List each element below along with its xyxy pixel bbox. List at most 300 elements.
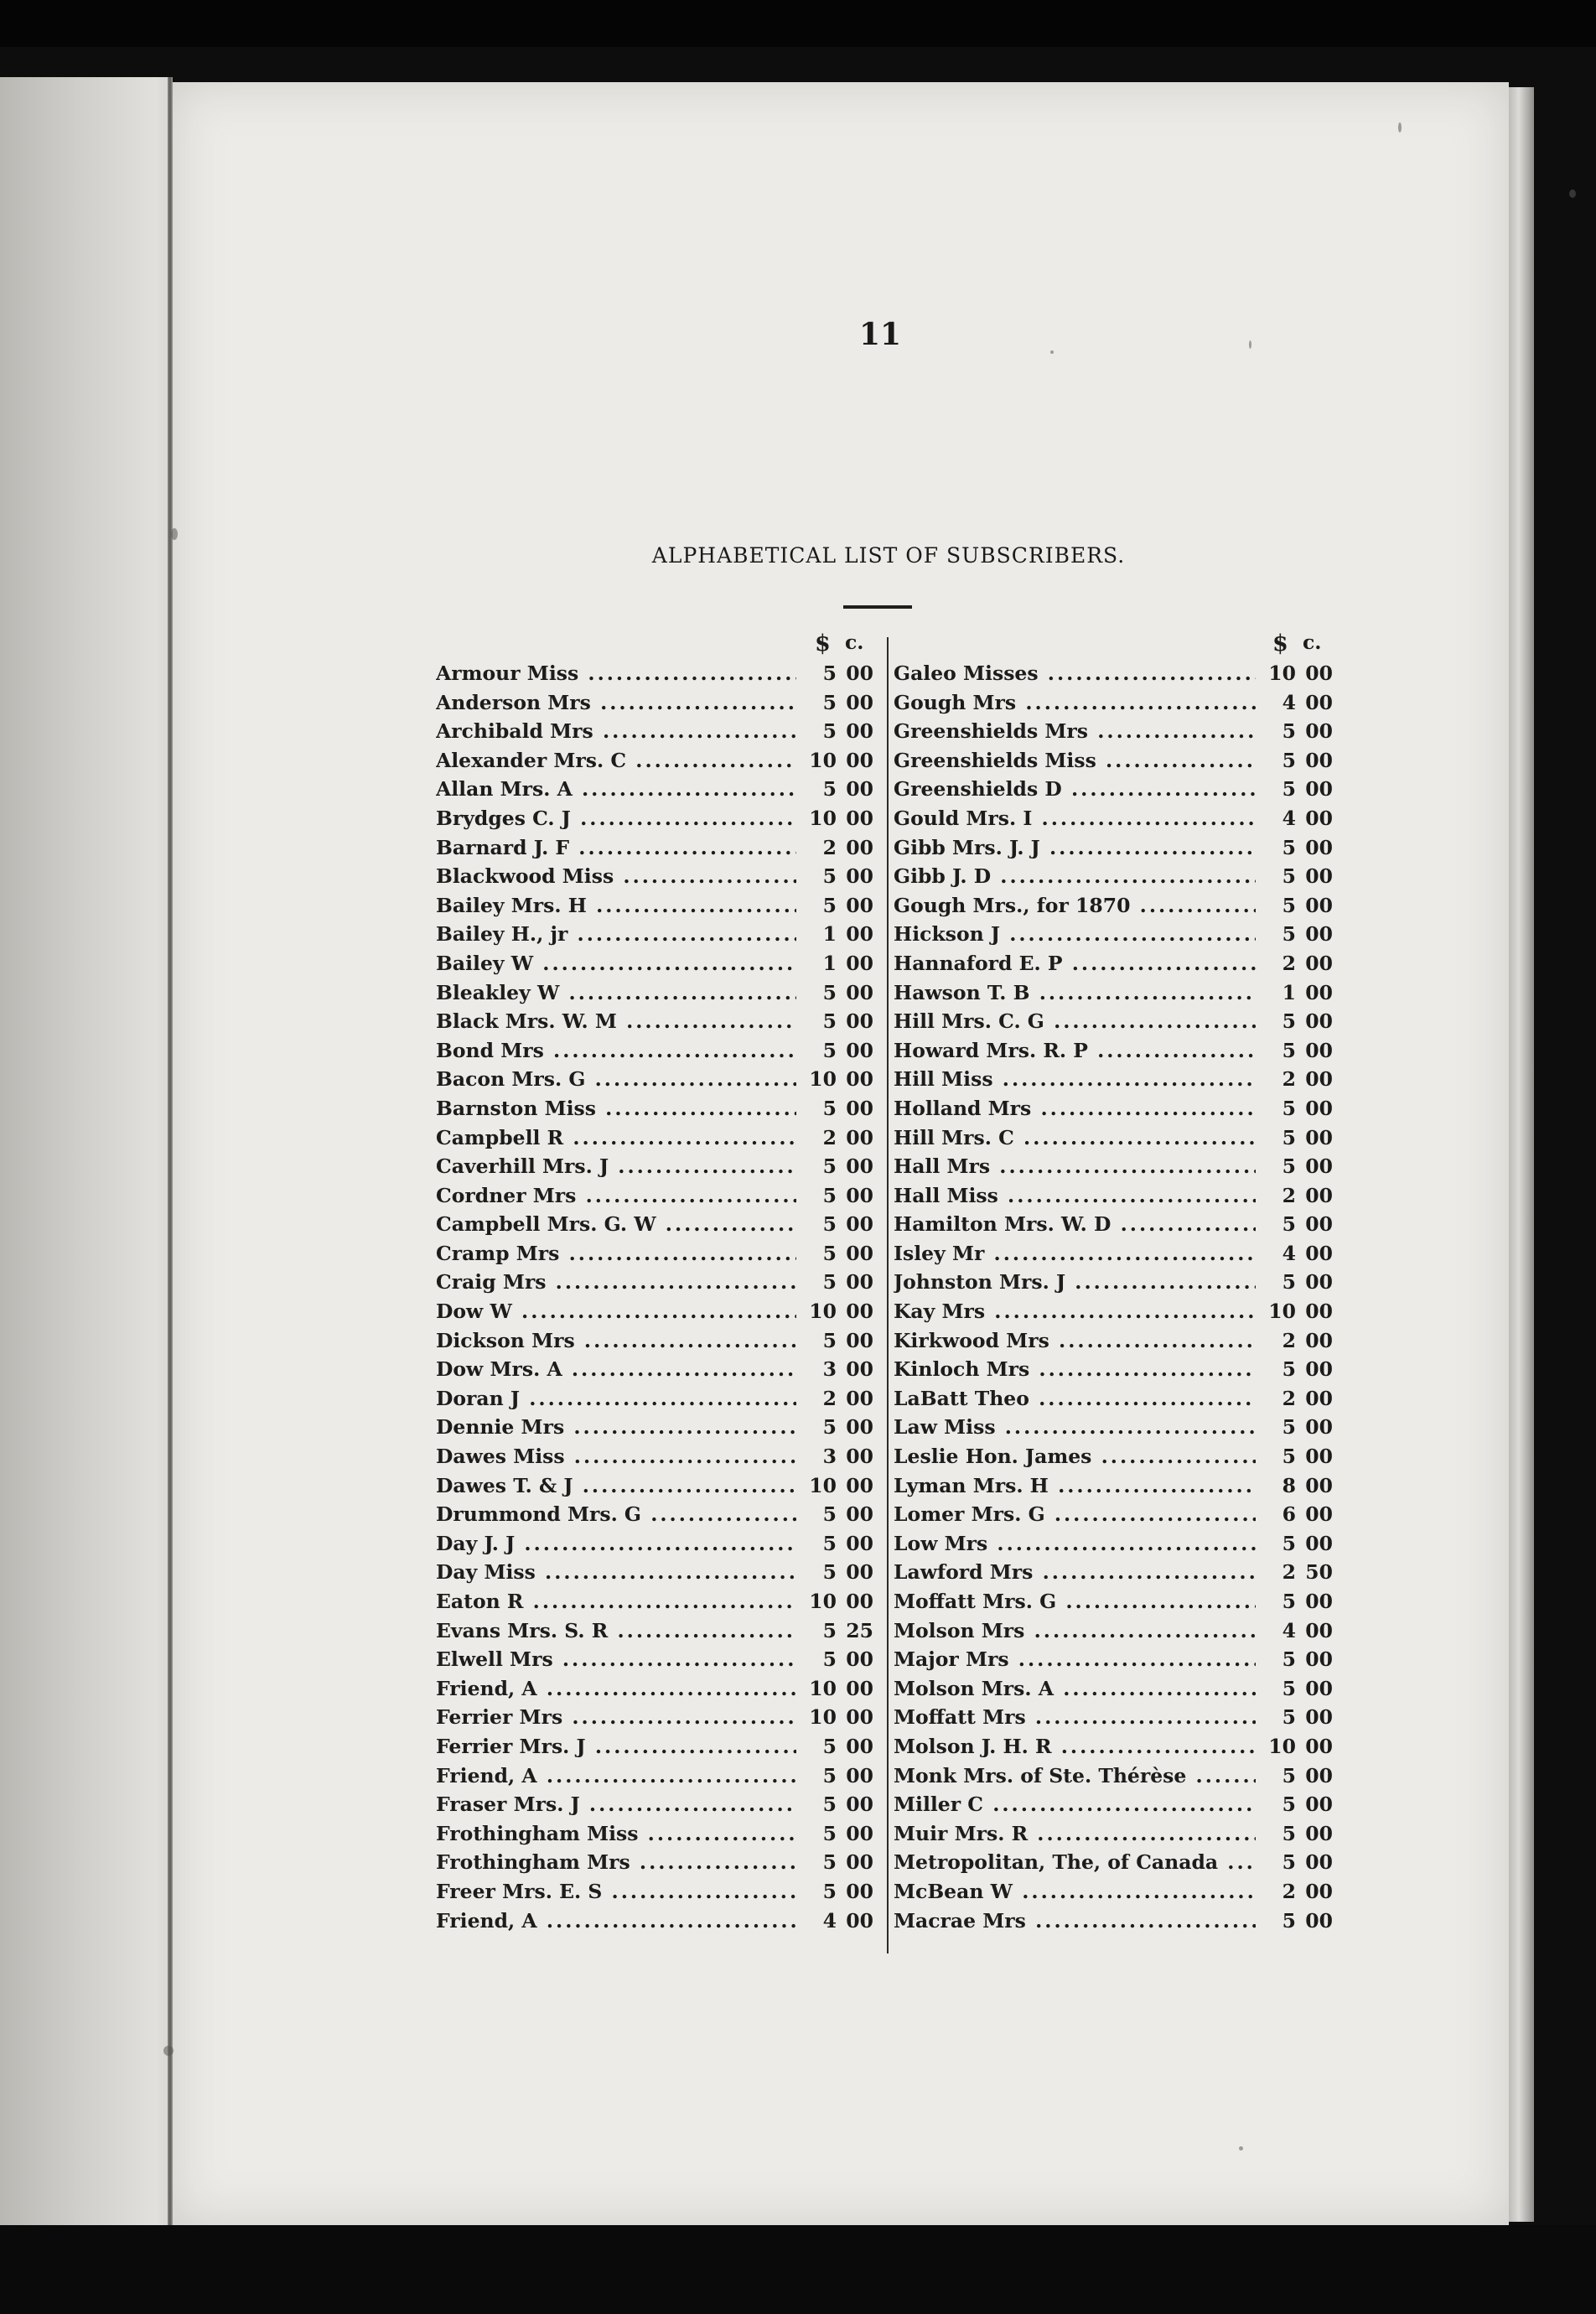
- amount-cents: 00: [1305, 1183, 1333, 1207]
- amount-cents: 00: [1305, 1125, 1333, 1149]
- subscriber-row: [894, 1790, 1333, 1819]
- subscriber-name: Hickson J .....: [894, 920, 1256, 949]
- subscriber-name: Bleakley W .....: [436, 978, 796, 1008]
- amount-cents: 00: [846, 1705, 873, 1730]
- amount-dollars: 2: [1282, 1879, 1296, 1903]
- subscriber-name: Day J. J .....: [436, 1529, 796, 1559]
- subscriber-row: [436, 775, 873, 804]
- subscriber-name: Day Miss .....: [436, 1558, 796, 1587]
- subscriber-name: Doran J .....: [436, 1384, 796, 1414]
- amount-cents: 00: [1305, 1357, 1333, 1382]
- subscriber-row: [894, 1471, 1333, 1501]
- amount-dollars: 4: [1282, 806, 1296, 830]
- amount-cents: 00: [846, 1212, 873, 1237]
- subscriber-row: [436, 862, 873, 891]
- subscriber-name: Moffatt Mrs. G .....: [894, 1587, 1256, 1616]
- amount-cents: 00: [846, 1328, 873, 1352]
- subscriber-row: [436, 659, 873, 688]
- ink-speck: [1249, 340, 1251, 349]
- subscriber-row: [436, 1703, 873, 1732]
- amount-dollars: 5: [822, 719, 837, 744]
- subscriber-name: Greenshields Miss .....: [894, 746, 1256, 776]
- amount-dollars: 1: [822, 922, 837, 947]
- subscriber-name: Dennie Mrs .....: [436, 1413, 796, 1442]
- amount-dollars: 5: [1282, 1705, 1296, 1730]
- amount-cents: 00: [1305, 1763, 1333, 1787]
- subscriber-name: LaBatt Theo .....: [894, 1384, 1256, 1414]
- amount-dollars: 5: [822, 1793, 837, 1817]
- subscriber-name: Allan Mrs. A .....: [436, 775, 796, 804]
- facing-page-edge: [0, 77, 173, 2225]
- amount-cents: 25: [846, 1618, 873, 1642]
- subscriber-row: [894, 1239, 1333, 1269]
- subscriber-name: Miller C .....: [894, 1790, 1256, 1819]
- amount-dollars: 5: [822, 980, 837, 1004]
- cents-header: c.: [845, 630, 864, 654]
- amount-dollars: 5: [1282, 835, 1296, 859]
- subscriber-row: [436, 1036, 873, 1066]
- ink-speck: [1398, 122, 1402, 132]
- subscriber-row: [894, 1907, 1333, 1936]
- subscriber-name: Bacon Mrs. G .....: [436, 1065, 796, 1094]
- subscriber-row: [436, 1529, 873, 1559]
- subscriber-name: Craig Mrs .....: [436, 1268, 796, 1297]
- amount-cents: 00: [1305, 1879, 1333, 1903]
- subscriber-name: Frothingham Miss .....: [436, 1819, 796, 1849]
- amount-cents: 00: [1305, 1705, 1333, 1730]
- amount-dollars: 5: [822, 1734, 837, 1758]
- amount-dollars: 5: [1282, 1908, 1296, 1933]
- amount-cents: 00: [846, 835, 873, 859]
- subscriber-name: Major Mrs .....: [894, 1645, 1256, 1674]
- amount-dollars: 2: [1282, 1328, 1296, 1352]
- subscriber-name: Low Mrs .....: [894, 1529, 1256, 1559]
- amount-dollars: 5: [1282, 1821, 1296, 1845]
- amount-cents: 00: [1305, 951, 1333, 975]
- amount-dollars: 10: [1268, 662, 1296, 685]
- subscriber-name: McBean W .....: [894, 1877, 1256, 1907]
- subscriber-name: Molson J. H. R .....: [894, 1732, 1256, 1761]
- amount-cents: 00: [846, 1502, 873, 1527]
- amount-dollars: 10: [809, 748, 837, 772]
- subscriber-row: [894, 1442, 1333, 1471]
- amount-cents: 00: [846, 1300, 873, 1324]
- subscriber-row: [436, 1181, 873, 1211]
- subscriber-row: [436, 1442, 873, 1471]
- subscriber-row: [894, 1616, 1333, 1646]
- amount-cents: 00: [1305, 1445, 1333, 1469]
- subscriber-name: Dow W .....: [436, 1297, 796, 1326]
- page-number: 11: [858, 317, 902, 352]
- amount-dollars: 5: [1282, 719, 1296, 744]
- amount-dollars: 5: [822, 1560, 837, 1585]
- subscriber-row: [436, 1761, 873, 1791]
- subscriber-row: [436, 746, 873, 776]
- amount-dollars: 2: [822, 1125, 837, 1149]
- amount-cents: 00: [846, 777, 873, 802]
- subscriber-row: [436, 1732, 873, 1761]
- ink-speck: [1569, 189, 1576, 198]
- amount-dollars: 5: [822, 1038, 837, 1062]
- amount-cents: 00: [846, 662, 873, 685]
- subscriber-row: [894, 1326, 1333, 1356]
- subscriber-row: [436, 978, 873, 1008]
- subscriber-name: Hall Mrs .....: [894, 1152, 1256, 1181]
- amount-cents: 00: [846, 1270, 873, 1294]
- subscriber-row: [894, 1036, 1333, 1066]
- subscriber-row: [894, 659, 1333, 688]
- subscriber-row: [894, 1268, 1333, 1297]
- subscriber-name: Holland Mrs .....: [894, 1094, 1256, 1123]
- amount-dollars: 3: [822, 1357, 837, 1382]
- amount-dollars: 10: [809, 1676, 837, 1700]
- amount-cents: 00: [1305, 893, 1333, 917]
- subscriber-name: Eaton R .....: [436, 1587, 796, 1616]
- amount-cents: 00: [1305, 806, 1333, 830]
- amount-cents: 00: [1305, 1502, 1333, 1527]
- subscriber-name: Hill Mrs. C. G .....: [894, 1007, 1256, 1036]
- subscriber-row: [894, 1500, 1333, 1529]
- subscriber-row: [894, 833, 1333, 863]
- subscriber-name: Elwell Mrs .....: [436, 1645, 796, 1674]
- amount-cents: 00: [1305, 1300, 1333, 1324]
- subscriber-row: [436, 891, 873, 921]
- amount-dollars: 10: [809, 1067, 837, 1092]
- amount-dollars: 5: [822, 690, 837, 714]
- cents-header: c.: [1303, 630, 1322, 654]
- subscriber-row: [894, 1558, 1333, 1587]
- subscriber-row: [436, 1384, 873, 1414]
- subscriber-row: [436, 1239, 873, 1269]
- amount-cents: 00: [846, 951, 873, 975]
- column-divider: [887, 637, 889, 1953]
- amount-cents: 00: [846, 893, 873, 917]
- subscriber-name: Hannaford E. P .....: [894, 949, 1256, 978]
- amount-cents: 00: [846, 1590, 873, 1613]
- subscriber-row: [436, 1877, 873, 1907]
- subscriber-name: Greenshields Mrs .....: [894, 717, 1256, 746]
- amount-cents: 00: [1305, 719, 1333, 744]
- subscriber-row: [894, 717, 1333, 746]
- amount-cents: 00: [1305, 1038, 1333, 1062]
- amount-cents: 00: [1305, 980, 1333, 1004]
- amount-dollars: 5: [822, 864, 837, 889]
- subscriber-row: [436, 1297, 873, 1326]
- amount-dollars: 5: [822, 1879, 837, 1903]
- subscriber-name: Moffatt Mrs .....: [894, 1703, 1256, 1732]
- subscriber-name: Black Mrs. W. M .....: [436, 1007, 796, 1036]
- amount-dollars: 5: [1282, 1793, 1296, 1817]
- subscriber-name: Molson Mrs .....: [894, 1616, 1256, 1646]
- currency-header-left: [436, 630, 873, 659]
- amount-cents: 00: [1305, 864, 1333, 889]
- subscriber-name: Ferrier Mrs. J .....: [436, 1732, 796, 1761]
- subscriber-name: Caverhill Mrs. J .....: [436, 1152, 796, 1181]
- subscriber-row: [894, 1877, 1333, 1907]
- currency-header-right: [894, 630, 1333, 659]
- subscriber-row: [894, 1094, 1333, 1123]
- subscriber-row: [436, 1674, 873, 1704]
- ink-speck: [171, 528, 178, 540]
- subscriber-row: [436, 1848, 873, 1877]
- amount-cents: 00: [846, 1154, 873, 1179]
- amount-dollars: 5: [822, 1763, 837, 1787]
- subscriber-name: Archibald Mrs .....: [436, 717, 796, 746]
- list-heading: ALPHABETICAL LIST OF SUBSCRIBERS.: [651, 543, 1126, 568]
- amount-cents: 00: [1305, 1908, 1333, 1933]
- amount-cents: 00: [846, 1908, 873, 1933]
- subscriber-name: Kirkwood Mrs .....: [894, 1326, 1256, 1356]
- amount-cents: 00: [846, 1647, 873, 1672]
- subscriber-row: [436, 1123, 873, 1153]
- amount-cents: 00: [846, 1125, 873, 1149]
- amount-cents: 00: [846, 1038, 873, 1062]
- subscriber-row: [894, 920, 1333, 949]
- amount-cents: 00: [1305, 1009, 1333, 1034]
- subscriber-name: Monk Mrs. of Ste. Thérèse .....: [894, 1761, 1256, 1791]
- subscriber-list-left: [436, 659, 873, 1935]
- amount-dollars: 10: [1268, 1300, 1296, 1324]
- subscriber-name: Bailey H., jr .....: [436, 920, 796, 949]
- amount-cents: 00: [846, 1531, 873, 1555]
- amount-cents: 00: [1305, 690, 1333, 714]
- subscriber-name: Hawson T. B .....: [894, 978, 1256, 1008]
- amount-cents: 00: [846, 1096, 873, 1120]
- subscriber-name: Gould Mrs. I .....: [894, 804, 1256, 833]
- subscriber-row: [436, 1645, 873, 1674]
- amount-cents: 00: [846, 1386, 873, 1410]
- subscriber-name: Blackwood Miss .....: [436, 862, 796, 891]
- subscriber-row: [436, 1413, 873, 1442]
- subscriber-name: Hall Miss .....: [894, 1181, 1256, 1211]
- subscriber-name: Ferrier Mrs .....: [436, 1703, 796, 1732]
- amount-dollars: 5: [1282, 1850, 1296, 1875]
- subscriber-name: Dawes T. & J .....: [436, 1471, 796, 1501]
- amount-cents: 00: [846, 1560, 873, 1585]
- subscriber-name: Leslie Hon. James .....: [894, 1442, 1256, 1471]
- subscriber-name: Hamilton Mrs. W. D .....: [894, 1210, 1256, 1239]
- amount-cents: 00: [1305, 1067, 1333, 1092]
- page-stack-edge: [1509, 87, 1534, 2222]
- subscriber-name: Galeo Misses .....: [894, 659, 1256, 688]
- amount-dollars: 5: [1282, 893, 1296, 917]
- subscriber-name: Campbell Mrs. G. W .....: [436, 1210, 796, 1239]
- subscriber-row: [894, 1732, 1333, 1761]
- amount-dollars: 10: [1268, 1734, 1296, 1758]
- amount-cents: 00: [846, 719, 873, 744]
- amount-dollars: 5: [1282, 1676, 1296, 1700]
- subscriber-row: [894, 1210, 1333, 1239]
- amount-dollars: 5: [1282, 1531, 1296, 1555]
- subscriber-row: [894, 1645, 1333, 1674]
- amount-cents: 00: [846, 1676, 873, 1700]
- subscriber-name: Cramp Mrs .....: [436, 1239, 796, 1269]
- subscriber-row: [894, 1007, 1333, 1036]
- subscriber-name: Hill Mrs. C .....: [894, 1123, 1256, 1153]
- subscriber-row: [894, 746, 1333, 776]
- amount-dollars: 5: [1282, 1415, 1296, 1440]
- subscriber-name: Friend, A .....: [436, 1674, 796, 1704]
- subscriber-name: Fraser Mrs. J .....: [436, 1790, 796, 1819]
- subscriber-row: [894, 1181, 1333, 1211]
- subscriber-name: Campbell R .....: [436, 1123, 796, 1153]
- subscriber-name: Isley Mr .....: [894, 1239, 1256, 1269]
- amount-dollars: 5: [822, 1531, 837, 1555]
- subscriber-name: Gibb J. D .....: [894, 862, 1256, 891]
- amount-cents: 00: [1305, 1590, 1333, 1613]
- subscriber-name: Dow Mrs. A .....: [436, 1355, 796, 1384]
- amount-dollars: 10: [809, 806, 837, 830]
- amount-dollars: 5: [822, 1502, 837, 1527]
- subscriber-name: Kay Mrs .....: [894, 1297, 1256, 1326]
- amount-dollars: 5: [822, 1647, 837, 1672]
- amount-dollars: 5: [1282, 864, 1296, 889]
- amount-dollars: 5: [822, 1183, 837, 1207]
- amount-dollars: 2: [1282, 1386, 1296, 1410]
- subscriber-row: [894, 1384, 1333, 1414]
- amount-dollars: 5: [1282, 1357, 1296, 1382]
- subscriber-name: Brydges C. J .....: [436, 804, 796, 833]
- subscriber-name: Dickson Mrs .....: [436, 1326, 796, 1356]
- subscriber-name: Armour Miss .....: [436, 659, 796, 688]
- amount-cents: 00: [1305, 748, 1333, 772]
- amount-dollars: 5: [822, 662, 837, 685]
- subscriber-row: [894, 1065, 1333, 1094]
- subscriber-row: [894, 862, 1333, 891]
- amount-dollars: 5: [822, 1850, 837, 1875]
- amount-dollars: 5: [1282, 1763, 1296, 1787]
- dollar-header: $: [815, 630, 831, 656]
- subscriber-row: [436, 1587, 873, 1616]
- amount-cents: 00: [846, 748, 873, 772]
- subscriber-name: Drummond Mrs. G .....: [436, 1500, 796, 1529]
- amount-cents: 00: [846, 1793, 873, 1817]
- scan-top-border: [0, 0, 1596, 47]
- amount-dollars: 5: [1282, 1445, 1296, 1469]
- amount-dollars: 5: [1282, 1038, 1296, 1062]
- amount-dollars: 5: [822, 1415, 837, 1440]
- subscriber-name: Gough Mrs .....: [894, 688, 1256, 718]
- amount-cents: 00: [1305, 777, 1333, 802]
- subscriber-row: [894, 891, 1333, 921]
- subscriber-row: [894, 1355, 1333, 1384]
- amount-dollars: 2: [1282, 951, 1296, 975]
- amount-dollars: 5: [1282, 1154, 1296, 1179]
- subscriber-name: Bailey W .....: [436, 949, 796, 978]
- subscriber-row: [436, 1210, 873, 1239]
- amount-dollars: 5: [822, 1154, 837, 1179]
- amount-dollars: 5: [822, 1328, 837, 1352]
- amount-cents: 00: [846, 1067, 873, 1092]
- amount-cents: 00: [846, 1241, 873, 1265]
- amount-dollars: 4: [1282, 1241, 1296, 1265]
- subscriber-row: [436, 804, 873, 833]
- amount-cents: 00: [846, 1879, 873, 1903]
- amount-cents: 00: [1305, 1473, 1333, 1497]
- subscriber-row: [436, 717, 873, 746]
- subscriber-name: Freer Mrs. E. S .....: [436, 1877, 796, 1907]
- subscriber-row: [894, 1674, 1333, 1704]
- subscriber-row: [436, 1326, 873, 1356]
- amount-dollars: 5: [822, 1009, 837, 1034]
- subscriber-row: [436, 1355, 873, 1384]
- subscriber-name: Evans Mrs. S. R .....: [436, 1616, 796, 1646]
- amount-dollars: 4: [1282, 1618, 1296, 1642]
- subscriber-name: Bond Mrs .....: [436, 1036, 796, 1066]
- amount-dollars: 5: [822, 1212, 837, 1237]
- amount-dollars: 6: [1282, 1502, 1296, 1527]
- amount-cents: 00: [1305, 1154, 1333, 1179]
- subscriber-name: Barnston Miss .....: [436, 1094, 796, 1123]
- subscriber-row: [894, 1123, 1333, 1153]
- subscriber-row: [436, 1094, 873, 1123]
- amount-cents: 00: [1305, 922, 1333, 947]
- amount-cents: 00: [1305, 1328, 1333, 1352]
- amount-dollars: 2: [1282, 1183, 1296, 1207]
- amount-dollars: 5: [1282, 777, 1296, 802]
- subscriber-name: Johnston Mrs. J .....: [894, 1268, 1256, 1297]
- amount-dollars: 5: [822, 1821, 837, 1845]
- amount-dollars: 10: [809, 1705, 837, 1730]
- amount-cents: 00: [846, 1473, 873, 1497]
- subscriber-name: Bailey Mrs. H .....: [436, 891, 796, 921]
- subscriber-name: Kinloch Mrs .....: [894, 1355, 1256, 1384]
- subscriber-name: Metropolitan, The, of Canada .....: [894, 1848, 1256, 1877]
- subscriber-row: [436, 833, 873, 863]
- ink-speck: [1050, 350, 1054, 354]
- amount-cents: 00: [1305, 1212, 1333, 1237]
- amount-dollars: 5: [822, 1270, 837, 1294]
- subscriber-row: [436, 1907, 873, 1936]
- amount-dollars: 2: [822, 1386, 837, 1410]
- subscriber-row: [894, 1297, 1333, 1326]
- amount-cents: 00: [846, 1009, 873, 1034]
- subscriber-row: [894, 949, 1333, 978]
- amount-cents: 00: [846, 1734, 873, 1758]
- subscriber-name: Howard Mrs. R. P .....: [894, 1036, 1256, 1066]
- subscriber-row: [894, 1413, 1333, 1442]
- amount-cents: 00: [846, 1445, 873, 1469]
- amount-dollars: 10: [809, 1300, 837, 1324]
- subscriber-name: Frothingham Mrs .....: [436, 1848, 796, 1877]
- subscriber-name: Lomer Mrs. G .....: [894, 1500, 1256, 1529]
- amount-cents: 00: [846, 980, 873, 1004]
- amount-cents: 00: [846, 1415, 873, 1440]
- subscriber-name: Lyman Mrs. H .....: [894, 1471, 1256, 1501]
- amount-cents: 00: [1305, 1386, 1333, 1410]
- subscriber-name: Molson Mrs. A .....: [894, 1674, 1256, 1704]
- subscriber-column-right: [894, 630, 1333, 1935]
- subscriber-row: [436, 1007, 873, 1036]
- subscriber-row: [436, 1152, 873, 1181]
- subscriber-row: [894, 1703, 1333, 1732]
- subscriber-row: [436, 1471, 873, 1501]
- subscriber-row: [436, 1065, 873, 1094]
- amount-cents: 00: [1305, 1647, 1333, 1672]
- subscriber-name: Gibb Mrs. J. J .....: [894, 833, 1256, 863]
- subscriber-row: [894, 804, 1333, 833]
- subscriber-name: Dawes Miss .....: [436, 1442, 796, 1471]
- subscriber-column-left: [436, 630, 873, 1935]
- amount-cents: 00: [1305, 1793, 1333, 1817]
- subscriber-row: [894, 1529, 1333, 1559]
- amount-dollars: 5: [1282, 1590, 1296, 1613]
- subscriber-row: [894, 978, 1333, 1008]
- amount-cents: 00: [846, 864, 873, 889]
- heading-rule: [843, 605, 912, 609]
- amount-dollars: 5: [1282, 748, 1296, 772]
- amount-dollars: 10: [809, 1473, 837, 1497]
